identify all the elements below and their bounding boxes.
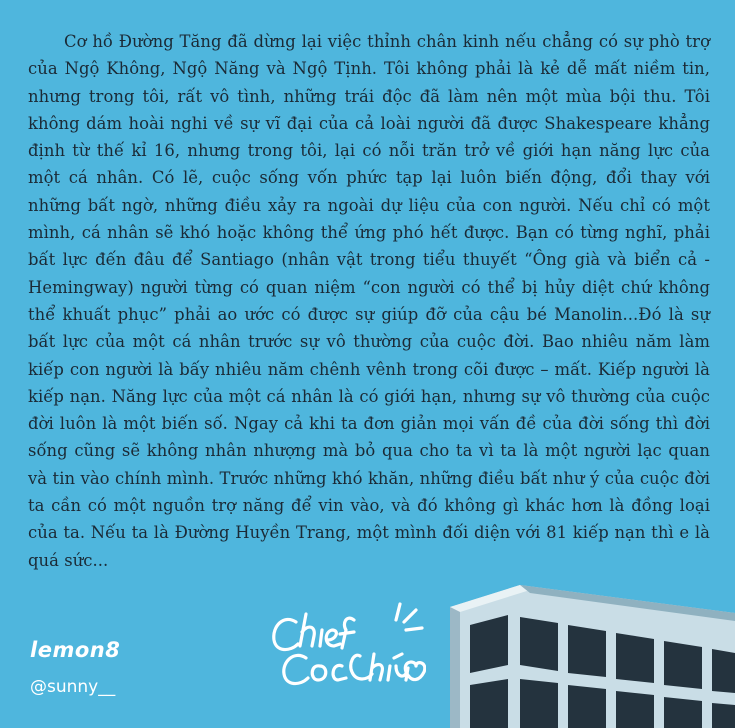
article-paragraph: Cơ hồ Đường Tăng đã dừng lại việc thỉnh chân kinh nếu chẳng có sự phò trợ của Ngộ Không, Ngộ Năng và Ngộ Tịnh. Tôi không phải là kẻ dễ mất niềm tin, nhưng trong tôi, rất vô tình, những trái độc đã làm nên một mùa bội thu. Tôi không dám hoài nghi về sự vĩ đại của cả loài người đã được Shakespeare khẳng định từ thế kỉ 16, nhưng trong tôi, lại có nỗi trăn trở về giới hạn năng lực của một cá nhân. Có lẽ, cuộc sống vốn phức tạp lại luôn biến động, đổi thay với những bất ngờ, những điều xảy ra ngoài dự liệu của con người. Nếu chỉ có một mình, cá nhân sẽ khó hoặc không thể ứng phó hết được. Bạn có từng nghĩ, phải bất lực đến đâu để Santiago (nhân vật trong tiểu thuyết “Ông già và biển cả - Hemingway) người từng có quan niệm “con người có thể bị hủy diệt chứ không thể khuất phục” phải ao ước có được sự giúp đỡ của cậu bé Manolin...Đó là sự bất lực của một cá nhân trước sự vô thường của cuộc đời. Bao nhiêu năm làm kiếp con người là bấy nhiêu năm chênh vênh trong cõi được – mất. Kiếp người là kiếp nạn. Năng lực của một cá nhân là có giới hạn, nhưng sự vô thường của cuộc đời luôn là một biến số. Ngay cả khi ta đơn giản mọi vấn đề của đời sống thì đời sống cũng sẽ không nhân nhượng mà bỏ qua cho ta vì ta là một người lạc quan và tin vào chính mình. Trước những khó khăn, những điều bất như ý của cuộc đời ta cần có một nguồn trợ năng để vin vào, và đó không gì khác hơn là đồng loại của ta. Nếu ta là Đường Huyền Trang, một mình đối diện với 81 kiếp nạn thì e là quá sức... — [28, 32, 710, 570]
cursive-signature-logo — [266, 600, 426, 690]
lemon8-logo: lemon8 — [30, 638, 121, 662]
author-handle[interactable]: @sunny__ — [30, 677, 116, 697]
